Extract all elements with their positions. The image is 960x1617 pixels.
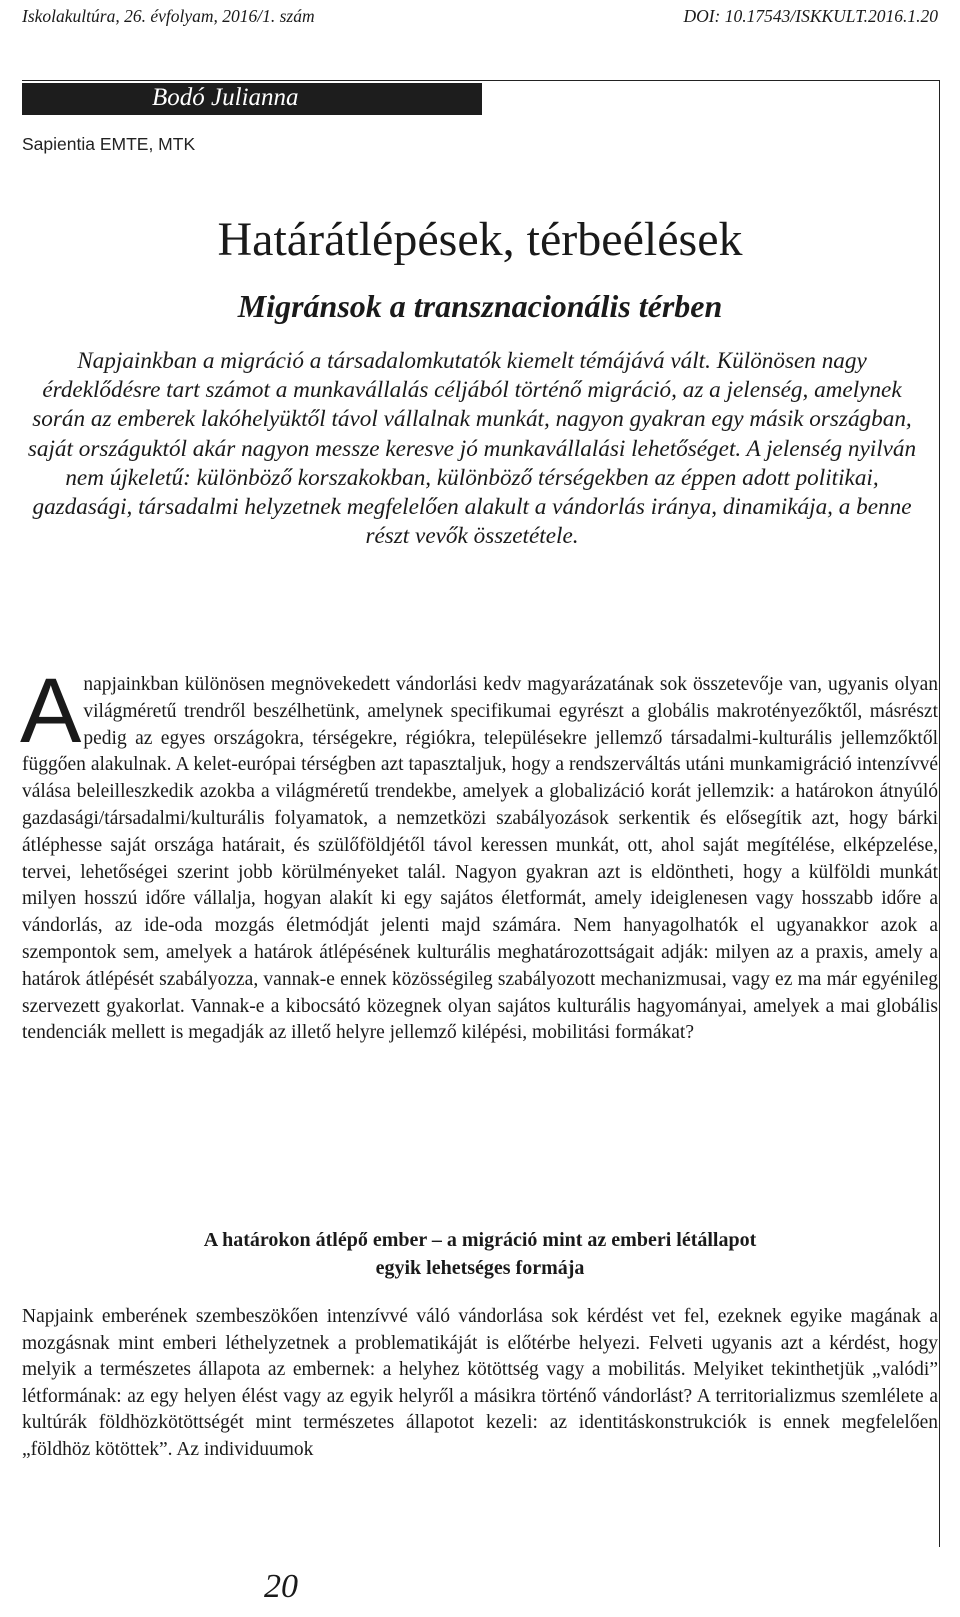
article-subtitle: Migránsok a transznacionális térben [237, 288, 723, 324]
paragraph-1-text: napjainkban különösen megnövekedett vándorlási kedv magyarázatának sok összetevője van, ugyanis olyan világméretű trendről beszélhetünk, amelynek specifikumai egyrészt a globális makrotényezőktől, másrészt pedig az egyes országokra, térségekre, régiókra, településekre jellemző társadalmi-kulturális jellemzőktől függően alakulnak. A kelet-európai térségben azt tapasztaljuk, hogy a rendszerváltás utáni munkamigráció intenzívvé válása beleilleszkedik azokba a világméretű trendekbe, amelyek a globalizáció korát jellemzik: a határokon átnyúló gazdasági/társadalmi/kulturális folyamatok, a nemzetközi szabályozások serkentik és elősegítik azt, hogy bárki átléphesse saját országa határait, és szülőföldjétől távol keressen munkát, ott, ahol saját megítélése, elképzelése, tervei, lehetőségei szerint jobb körülményeket talál. Nagyon gyakran azt is eldöntheti, hogy a külföldi munkát milyen hosszú időre vállalja, hogyan alakít ki egy sajátos életformát, amely ideiglenesen vagy hosszabb időre a vándorlás, az ide-oda mozgás életmódját jelenti majd számára. Nem hanyagolhatók el ugyanakkor azok a szempontok sem, amelyek a határok átlépésének kulturális meghatározottságait adják: milyen az a praxis, amely a határok átlépését szabályozza, vannak-e ennek közösségileg szabályozott mechanizmusai, vagy ez ma már egyénileg szervezett gyakorlat. Vannak-e a kibocsátó közegnek olyan sajátos kulturális hagyományai, amelyek a mai globális tendenciák mellett is megadják az illető helyre jellemző kilépési, mobilitási formákat? [22, 674, 938, 1044]
section-heading-line-2: egyik lehetséges formája [375, 1257, 585, 1279]
author-banner [22, 83, 482, 115]
drop-cap: A [20, 660, 82, 762]
section-heading [0, 1226, 960, 1282]
header-rule [22, 80, 940, 81]
body-paragraph-1 [20, 660, 938, 1047]
section-heading-line-1: A határokon átlépő ember – a migráció mint az emberi létállapot [203, 1229, 757, 1251]
page-number: 20 [264, 1568, 298, 1605]
author-name: Bodó Julianna [152, 84, 299, 111]
doi-label: DOI: 10.17543/ISKKULT.2016.1.20 [683, 6, 938, 26]
body-paragraph-2: Napjaink emberének szembeszökően intenzívvé váló vándorlása sok kérdést vet fel, ezeknek egyike magának a mozgásnak mint emberi léthelyzetnek a problematikáját is előtérbe helyezi. Felveti ugyanis azt a kérdést, hogy melyik a természetes állapota az embernek: a helyhez kötöttség vagy a mobilitás. Melyiket tekinthetjük „valódi” létformának: az egy helyen élést vagy az egyik helyről a másikra történő vándorlást? A territorializmus szemlélete a kultúrák földhözkötöttségét mint természetes állapotot kezeli: az identitáskonstrukciók is ennek megfelelően „földhöz kötöttek”. Az individuumok [22, 1306, 938, 1460]
abstract: Napjainkban a migráció a társadalomkutatók kiemelt témájává vált. Különösen nagy érdeklődésre tart számot a munkavállalás céljából történő migráció, az a jelenség, amelynek során az emberek lakóhelyüktől távol vállalnak munkát, nagyon gyakran egy másik országban, saját országuktól akár nagyon messze keresve jó munkavállalási lehetőséget. A jelenség nyilván nem újkeletű: különböző korszakokban, különböző térségekben az éppen adott politikai, gazdasági, társadalmi helyzetnek megfelelően alakult a vándorlás iránya, dinamikája, a benne részt vevők összetétele. [27, 348, 917, 550]
article-title: Határátlépések, térbeélések [217, 213, 743, 266]
journal-citation: Iskolakultúra, 26. évfolyam, 2016/1. szám [22, 6, 315, 26]
author-affiliation: Sapientia EMTE, MTK [22, 134, 196, 154]
